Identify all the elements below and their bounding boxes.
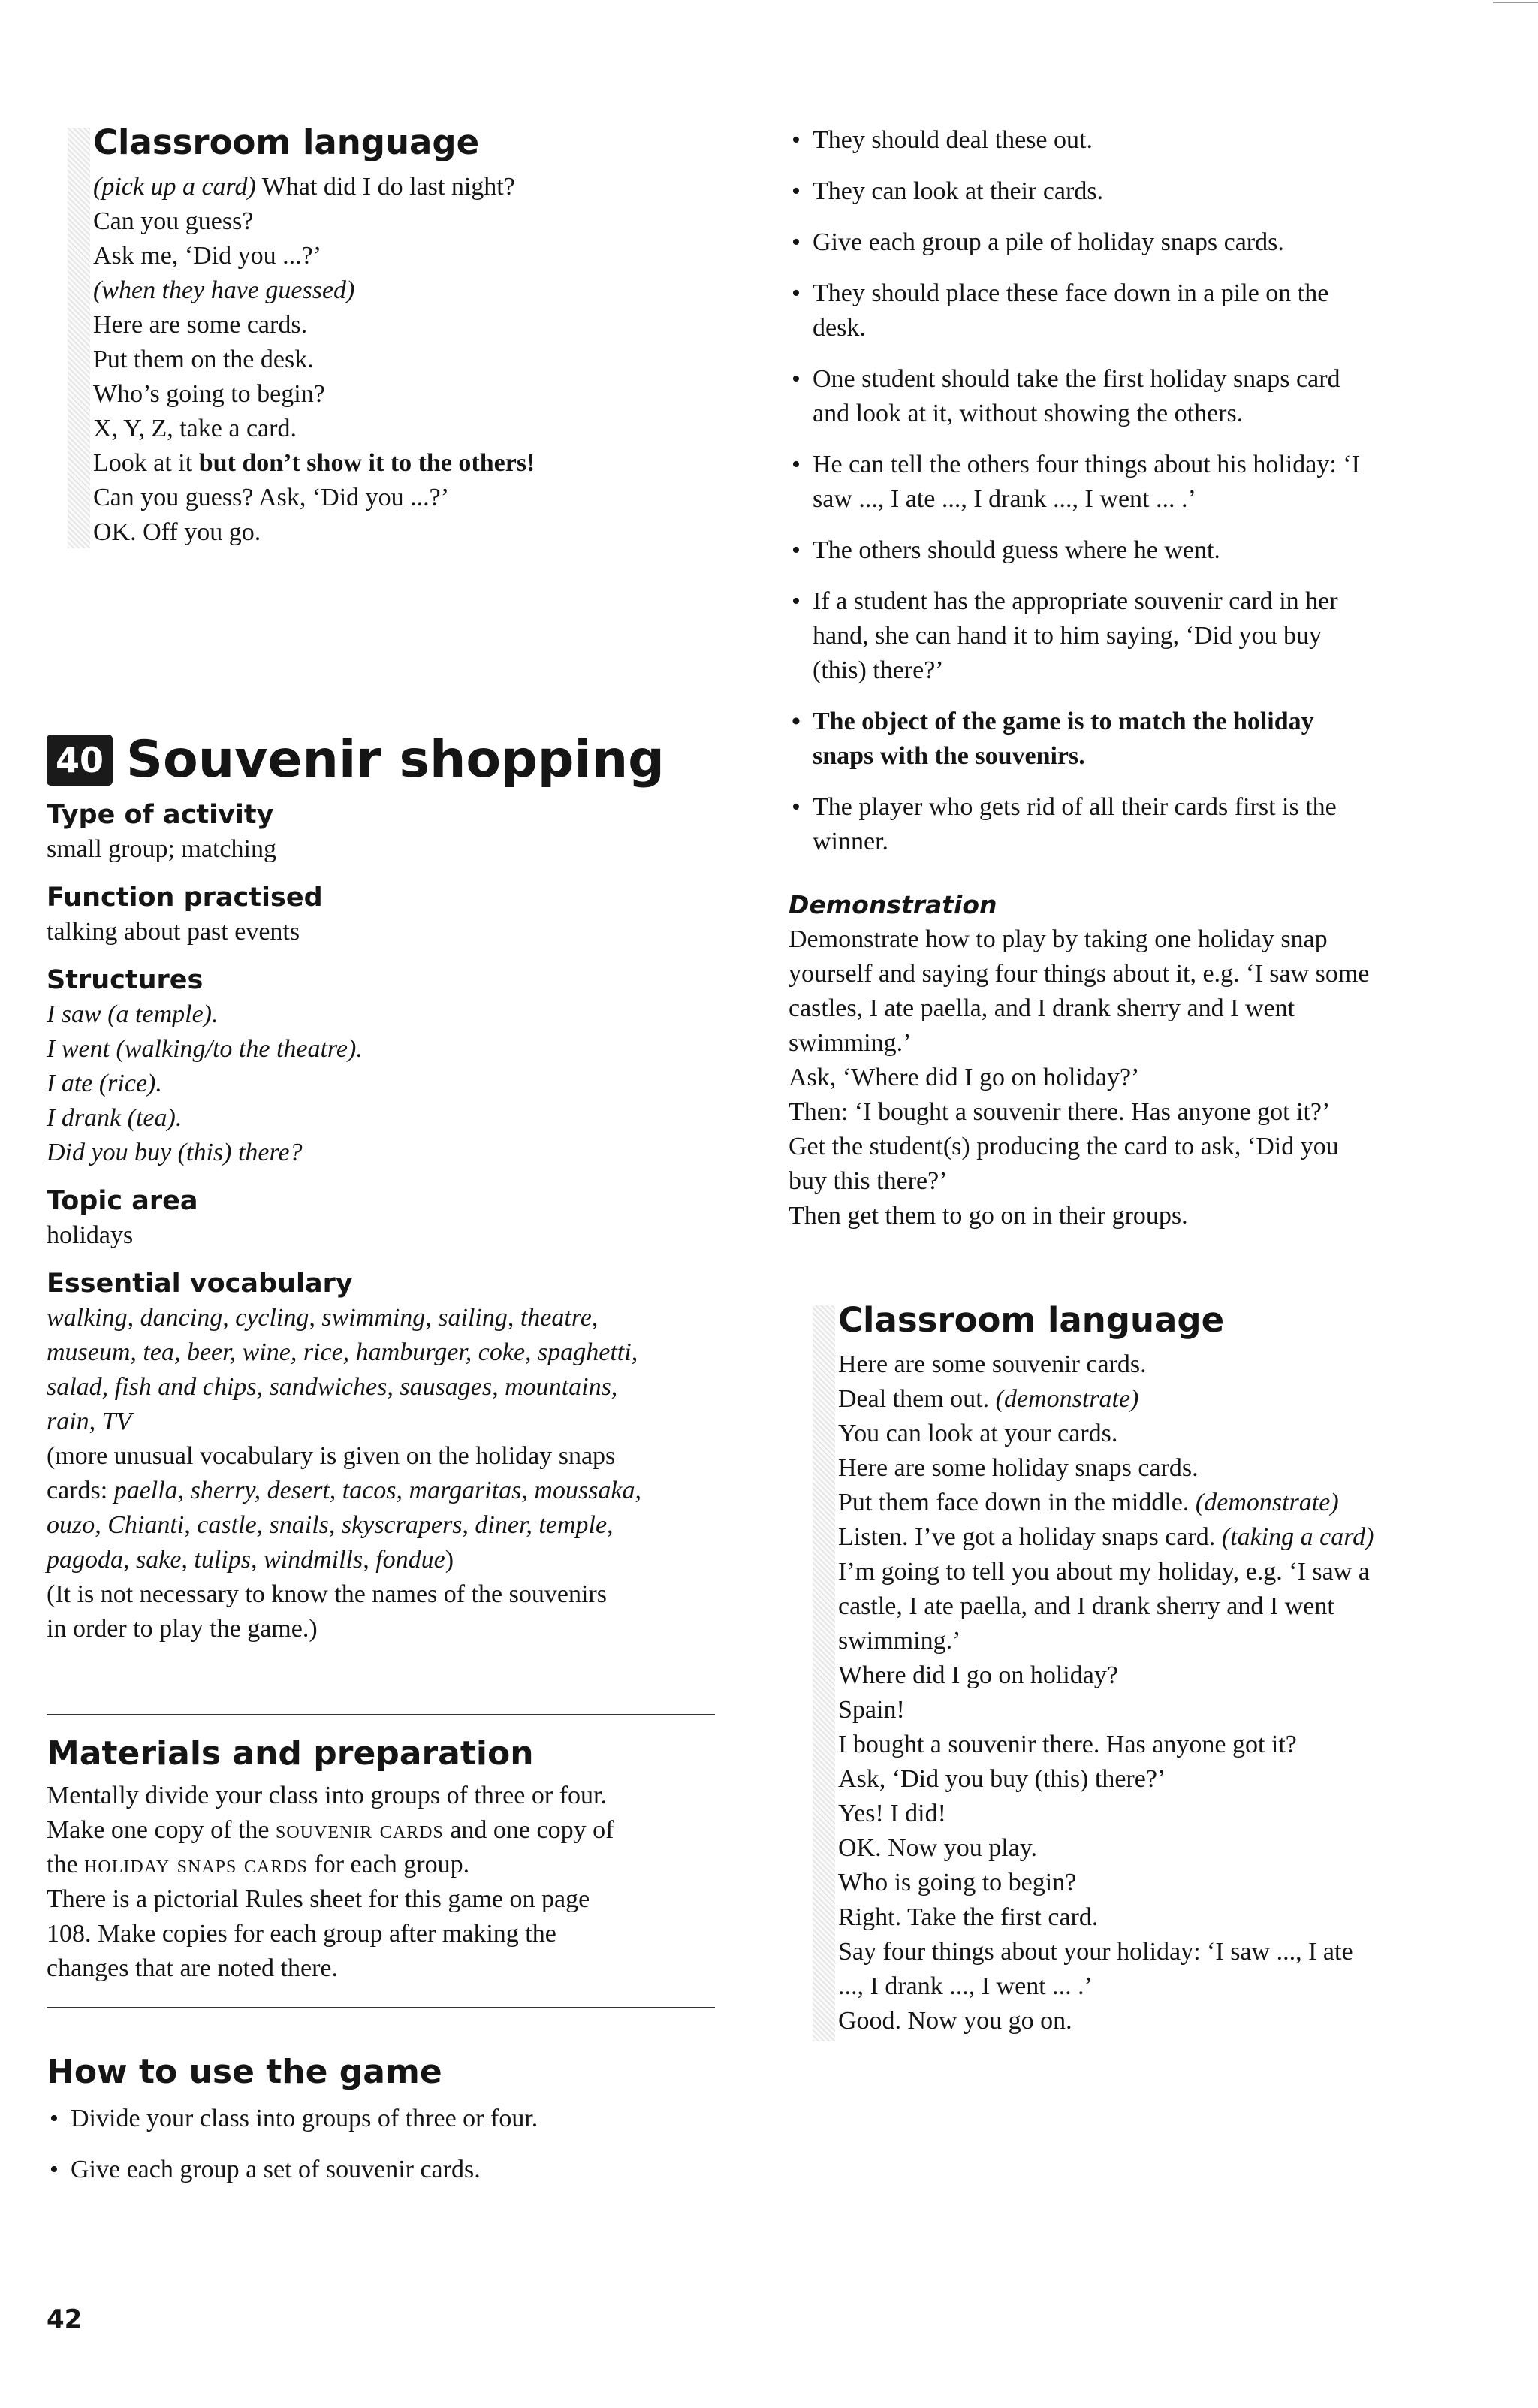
- step-bullet: [789, 174, 1487, 209]
- bullet-line: • They should deal these out.: [813, 126, 1093, 154]
- classroom-language-line: [93, 377, 731, 412]
- line-text: Ask, ‘Did you buy (this) there?’: [838, 1765, 1166, 1793]
- classroom-language-line: [93, 412, 731, 446]
- line-text: Good. Now you go on.: [838, 2007, 1072, 2035]
- line-text: I’m going to tell you about my holiday, e.g. ‘I saw a: [838, 1558, 1370, 1586]
- structure-item: I went (walking/to the theatre).: [47, 1035, 363, 1063]
- materials-text: for each group.: [307, 1851, 470, 1878]
- shaded-margin-bar: [813, 1305, 835, 2041]
- classroom-language-line: [838, 1589, 1484, 1624]
- demonstration-line: castles, I ate paella, and I drank sherry and I went: [789, 994, 1295, 1022]
- vocab-note-line: [47, 1474, 727, 1508]
- line-text: OK. Now you play.: [838, 1834, 1038, 1862]
- step-bullet: [789, 276, 1487, 346]
- line-text: swimming.’: [838, 1627, 961, 1655]
- vocab-line: museum, tea, beer, wine, rice, hamburger, coke, spaghetti,: [47, 1338, 638, 1366]
- activity-block: [47, 730, 727, 1646]
- step-bullet: [789, 448, 1487, 517]
- line-text: I bought a souvenir there. Has anyone got it?: [838, 1731, 1297, 1758]
- vocabulary-body: [47, 1301, 727, 1646]
- bullet-line: desk.: [813, 314, 866, 342]
- classroom-language-line: [838, 1382, 1484, 1417]
- line-text: Here are some holiday snaps cards.: [838, 1454, 1199, 1482]
- stage-direction: (taking a card): [1221, 1523, 1374, 1551]
- materials-text: and one copy of: [443, 1816, 614, 1844]
- line-text: castle, I ate paella, and I drank sherry and I went: [838, 1592, 1334, 1620]
- classroom-language-line: [838, 1900, 1484, 1935]
- activity-title: Souvenir shopping: [126, 730, 665, 789]
- demonstration-line: Then: ‘I bought a souvenir there. Has anyone got it?’: [789, 1098, 1331, 1126]
- bullet-line: • Give each group a pile of holiday snaps cards.: [813, 228, 1284, 256]
- line-text: You can look at your cards.: [838, 1420, 1118, 1447]
- steps-bullets: [789, 123, 1487, 876]
- vocab-note-line: [47, 1543, 727, 1577]
- demonstration-line: Ask, ‘Where did I go on holiday?’: [789, 1064, 1140, 1091]
- vocab-line: walking, dancing, cycling, swimming, sailing, theatre,: [47, 1304, 599, 1332]
- classroom-language-line: [838, 2004, 1484, 2038]
- materials-heading: Materials and preparation: [47, 1734, 534, 1773]
- vocab-note-italic: pagoda, sake, tulips, windmills, fondue: [47, 1546, 445, 1574]
- topic-heading: Topic area: [47, 1186, 198, 1216]
- materials-line: [47, 1848, 727, 1882]
- vocab-note-italic: ouzo, Chianti, castle, snails, skyscrapers, diner, temple,: [47, 1511, 614, 1539]
- how-to-heading: How to use the game: [47, 2053, 442, 2091]
- bullet-line: • They can look at their cards.: [813, 177, 1104, 205]
- classroom-language-line: [838, 1347, 1484, 1382]
- classroom-language-line: [93, 273, 731, 308]
- materials-line: [47, 1813, 727, 1848]
- function-body: talking about past events: [47, 918, 300, 946]
- step-bullet: [789, 123, 1487, 158]
- vocab-line: rain, TV: [47, 1408, 132, 1435]
- classroom-language-title: Classroom language: [838, 1300, 1225, 1340]
- materials-section: [47, 1732, 727, 1986]
- classroom-language-line: [838, 1762, 1484, 1797]
- classroom-language-line: [93, 446, 731, 481]
- line-text: Ask me, ‘Did you ...?’: [93, 242, 322, 270]
- vocab-note-plain: cards:: [47, 1477, 114, 1504]
- demonstration-line: Demonstrate how to play by taking one holiday snap: [789, 925, 1328, 953]
- line-text: X, Y, Z, take a card.: [93, 415, 297, 442]
- bullet-line: • One student should take the first holiday snaps card: [813, 365, 1340, 393]
- classroom-language-line: [838, 1866, 1484, 1900]
- demonstration-line: Get the student(s) producing the card to ask, ‘Did you: [789, 1133, 1339, 1160]
- classroom-language-line: [93, 239, 731, 273]
- bullet-line: saw ..., I ate ..., I drank ..., I went ... .’: [813, 485, 1196, 513]
- line-text: Look at it: [93, 449, 199, 477]
- bullet-line: • He can tell the others four things about his holiday: ‘I: [813, 451, 1360, 478]
- line-text: Can you guess?: [93, 207, 254, 235]
- structure-item: I ate (rice).: [47, 1070, 162, 1097]
- line-text: Deal them out.: [838, 1385, 996, 1413]
- bullet-line: • They should place these face down in a pile on the: [813, 279, 1329, 307]
- demonstration-body: [789, 922, 1487, 1233]
- structures-heading: Structures: [47, 965, 204, 995]
- line-text: Right. Take the first card.: [838, 1903, 1099, 1931]
- demonstration-line: yourself and saying four things about it, e.g. ‘I saw some: [789, 960, 1370, 988]
- classroom-language-line: [838, 1658, 1484, 1693]
- materials-line: changes that are noted there.: [47, 1954, 338, 1982]
- classroom-language-line: [838, 1486, 1484, 1520]
- line-text: ..., I drank ..., I went ... .’: [838, 1972, 1093, 2000]
- demonstration-line: buy this there?’: [789, 1167, 948, 1195]
- divider-rule: [47, 1714, 715, 1715]
- classroom-language-line: [93, 170, 731, 204]
- corner-mark: [1493, 2, 1538, 3]
- bullet-line: • If a student has the appropriate souvenir card in her: [813, 587, 1338, 615]
- line-text: Say four things about your holiday: ‘I saw ..., I ate: [838, 1938, 1353, 1966]
- classroom-language-line: [838, 1555, 1484, 1589]
- stage-direction: (pick up a card): [93, 173, 256, 201]
- classroom-language-line: [838, 1797, 1484, 1831]
- structure-item: Did you buy (this) there?: [47, 1139, 303, 1166]
- classroom-language-title: Classroom language: [93, 122, 480, 162]
- classroom-language-line: [838, 1935, 1484, 1969]
- demonstration-heading: Demonstration: [789, 890, 997, 919]
- how-to-bullets: [47, 2102, 727, 2187]
- vocab-note-2: (It is not necessary to know the names of the souvenirs: [47, 1580, 607, 1608]
- vocab-note-line: [47, 1508, 727, 1543]
- line-text: Put them face down in the middle.: [838, 1489, 1196, 1516]
- how-to-bullet: • Divide your class into groups of three or four.: [47, 2102, 727, 2136]
- step-bullet: [789, 362, 1487, 431]
- line-text: Where did I go on holiday?: [838, 1661, 1118, 1689]
- bullet-line: snaps with the souvenirs.: [813, 742, 1085, 770]
- type-body: small group; matching: [47, 835, 276, 863]
- line-text: Here are some souvenir cards.: [838, 1350, 1147, 1378]
- line-text: OK. Off you go.: [93, 518, 261, 546]
- line-text: Listen. I’ve got a holiday snaps card.: [838, 1523, 1222, 1551]
- topic-body: holidays: [47, 1221, 134, 1249]
- demonstration-section: [789, 888, 1487, 1233]
- classroom-language-line: [838, 1624, 1484, 1658]
- bullet-line: (this) there?’: [813, 656, 944, 684]
- line-text: Who’s going to begin?: [93, 380, 325, 408]
- classroom-language-line: [93, 204, 731, 239]
- classroom-language-line: [838, 1969, 1484, 2004]
- classroom-language-line: [93, 515, 731, 550]
- classroom-language-lines: [93, 170, 731, 550]
- materials-line: 108. Make copies for each group after making the: [47, 1920, 556, 1948]
- structures-list: [47, 997, 727, 1170]
- bullet-line: hand, she can hand it to him saying, ‘Did you buy: [813, 622, 1322, 650]
- emphasis-text: but don’t show it to the others!: [198, 449, 535, 477]
- divider-rule: [47, 2007, 715, 2008]
- bullet-line: and look at it, without showing the others.: [813, 400, 1244, 427]
- activity-title-row: [47, 730, 727, 790]
- stage-direction: (when they have guessed): [93, 276, 355, 304]
- materials-line: Mentally divide your class into groups of three or four.: [47, 1782, 607, 1809]
- how-to-section: [47, 2050, 727, 2204]
- line-text: What did I do last night?: [255, 173, 515, 201]
- function-heading: Function practised: [47, 883, 323, 913]
- activity-number-badge: 40: [47, 735, 113, 786]
- line-text: Here are some cards.: [93, 311, 308, 339]
- step-bullet: [789, 225, 1487, 260]
- bullet-line: • The player who gets rid of all their cards first is the: [813, 793, 1337, 821]
- vocab-line: salad, fish and chips, sandwiches, sausages, mountains,: [47, 1373, 618, 1401]
- classroom-language-line: [838, 1417, 1484, 1451]
- bullet-line: • The others should guess where he went.: [813, 536, 1220, 564]
- materials-line: There is a pictorial Rules sheet for this game on page: [47, 1885, 590, 1913]
- how-to-bullet: • Give each group a set of souvenir cards.: [47, 2153, 727, 2187]
- souvenir-cards-ref: souvenir cards: [275, 1816, 444, 1844]
- step-bullet: [789, 705, 1487, 774]
- line-text: Put them on the desk.: [93, 346, 314, 373]
- type-heading: Type of activity: [47, 800, 274, 830]
- vocab-note-after: ): [445, 1546, 454, 1574]
- shaded-margin-bar: [68, 128, 90, 548]
- stage-direction: (demonstrate): [1195, 1489, 1339, 1516]
- structure-item: I drank (tea).: [47, 1104, 182, 1132]
- step-bullet: [789, 584, 1487, 688]
- vocab-note-italic: paella, sherry, desert, tacos, margaritas, moussaka,: [113, 1477, 642, 1504]
- classroom-language-line: [838, 1520, 1484, 1555]
- bullet-line: winner.: [813, 828, 889, 855]
- classroom-language-box-2: [838, 1298, 1484, 2038]
- classroom-language-line: [838, 1451, 1484, 1486]
- line-text: Spain!: [838, 1696, 905, 1724]
- step-bullet: [789, 790, 1487, 859]
- structure-item: I saw (a temple).: [47, 1000, 219, 1028]
- materials-text: the: [47, 1851, 85, 1878]
- line-text: Who is going to begin?: [838, 1869, 1077, 1897]
- stage-direction: (demonstrate): [995, 1385, 1139, 1413]
- vocab-note-lead: (more unusual vocabulary is given on the holiday snaps: [47, 1442, 616, 1470]
- materials-body: [47, 1779, 727, 1986]
- page-number: 42: [47, 2304, 83, 2334]
- classroom-language-line: [838, 1728, 1484, 1762]
- demonstration-line: Then get them to go on in their groups.: [789, 1202, 1188, 1230]
- vocabulary-heading: Essential vocabulary: [47, 1269, 353, 1299]
- holiday-cards-ref: holiday snaps cards: [84, 1851, 308, 1878]
- classroom-language-line: [93, 308, 731, 342]
- classroom-language-line: [838, 1693, 1484, 1728]
- bullet-line: • The object of the game is to match the holiday: [813, 708, 1314, 735]
- classroom-language-box-1: [93, 120, 731, 550]
- classroom-language-line: [93, 481, 731, 515]
- vocab-note-2: in order to play the game.): [47, 1615, 318, 1643]
- classroom-language-line: [838, 1831, 1484, 1866]
- line-text: Yes! I did!: [838, 1800, 946, 1827]
- classroom-language-lines: [838, 1347, 1484, 2038]
- demonstration-line: swimming.’: [789, 1029, 912, 1057]
- line-text: Can you guess? Ask, ‘Did you ...?’: [93, 484, 450, 511]
- materials-text: Make one copy of the: [47, 1816, 276, 1844]
- classroom-language-line: [93, 342, 731, 377]
- step-bullet: [789, 533, 1487, 568]
